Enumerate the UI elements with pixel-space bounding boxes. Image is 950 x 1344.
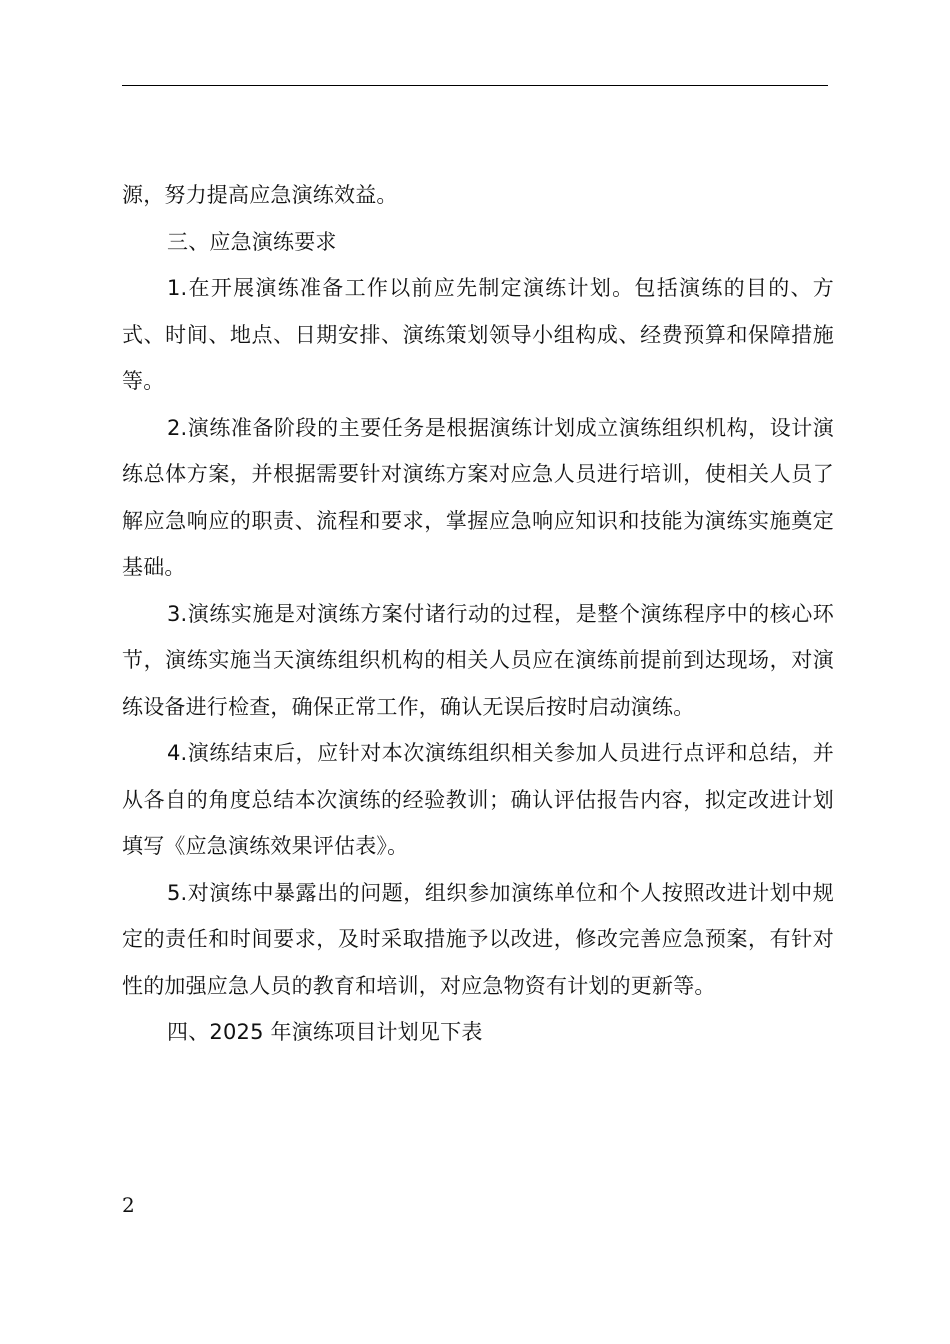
paragraph-item-3: 3.演练实施是对演练方案付诸行动的过程，是整个演练程序中的核心环节，演练实施当天演练组织机构的相关人员应在演练前提前到达现场，对演练设备进行检查，确保正常工作，确认无误后按时启动演练。 bbox=[122, 601, 834, 719]
page-number: 2 bbox=[122, 1193, 135, 1217]
document-body bbox=[122, 172, 834, 1056]
paragraph-item-4: 4.演练结束后，应针对本次演练组织相关参加人员进行点评和总结，并从各自的角度总结本次演练的经验教训；确认评估报告内容，拟定改进计划填写《应急演练效果评估表》。 bbox=[122, 741, 834, 858]
paragraph-continuation: 源，努力提高应急演练效益。 bbox=[122, 183, 398, 207]
header-rule bbox=[122, 85, 828, 86]
paragraph-item-1: 1.在开展演练准备工作以前应先制定演练计划。包括演练的目的、方式、时间、地点、日期安排、演练策划领导小组构成、经费预算和保障措施等。 bbox=[122, 276, 834, 393]
paragraph-item-2: 2.演练准备阶段的主要任务是根据演练计划成立演练组织机构，设计演练总体方案，并根据需要针对演练方案对应急人员进行培训，使相关人员了解应急响应的职责、流程和要求，掌握应急响应知识和技能为演练实施奠定基础。 bbox=[122, 415, 834, 579]
section-heading-plan: 四、2025 年演练项目计划见下表 bbox=[167, 1020, 483, 1044]
section-heading-requirements: 三、应急演练要求 bbox=[167, 229, 337, 254]
paragraph-item-5: 5.对演练中暴露出的问题，组织参加演练单位和个人按照改进计划中规定的责任和时间要求，及时采取措施予以改进，修改完善应急预案，有针对性的加强应急人员的教育和培训，对应急物资有计划的更新等。 bbox=[122, 880, 834, 998]
